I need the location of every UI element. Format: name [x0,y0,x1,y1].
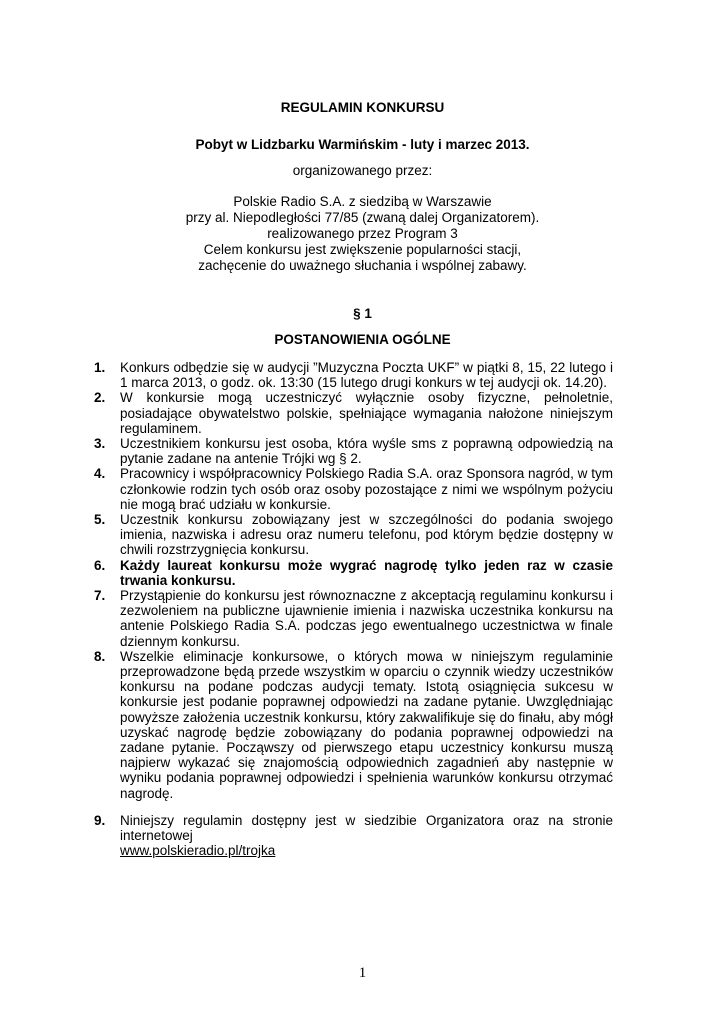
section-title: POSTANOWIENIA OGÓLNE [274,332,451,347]
rule-text: Każdy laureat konkursu może wygrać nagrodę tylko jeden raz w czasie trwania konkursu. [120,557,613,588]
rule-text: Niniejszy regulamin dostępny jest w siedzibie Organizatora oraz na stronie internetowej [120,812,613,844]
rule-item [94,648,613,801]
rule-item [94,512,613,558]
rule-item [94,812,613,859]
rule-number: 2. [94,390,106,406]
rule-text: Uczestnikiem konkursu jest osoba, która wyśle sms z poprawną odpowiedzią na pytanie zadane na antenie Trójki wg § 2. [120,436,613,467]
rule-number: 8. [94,648,106,664]
rule-text: Wszelkie eliminacje konkursowe, o których mowa w niniejszym regulaminie przeprowadzone będą przede wszystkim w oparciu o czynnik wiedzy uczestników konkursu na podane podczas audycji tematy. Istotą osiągnięcia sukcesu w konkursie jest podanie poprawnej odpowiedzi na zadane pytanie. Uwzględniając powyższe założenia uczestnik konkursu, który zakwalifikuje się do finału, aby mógł uzyskać nagrodę będzie zobowiązany do podania poprawnej odpowiedzi na zadane pytanie. Począwszy od pierwszego etapu uczestnicy konkursu muszą najpierw wykazać się znajomością odpowiednich zagadnień aby następnie w wyniku podania poprawnej odpowiedzi i spełnienia warunków konkursu otrzymać nagrodę. [120,648,613,801]
rule-text: W konkursie mogą uczestniczyć wyłącznie osoby fizyczne, pełnoletnie, posiadające obywatelstwo polskie, spełniające wymagania nałożone niniejszym regulaminem. [120,390,613,436]
rule-number: 6. [94,557,106,573]
rule-item [94,466,613,512]
rule-number: 5. [94,512,106,528]
organized-by-label: organizowanego przez: [292,163,433,178]
rule-item [94,436,613,467]
intro-line: zachęcenie do uważnego słuchania i wspólnej zabawy. [198,258,527,273]
rule-number: 1. [94,360,106,375]
document-title: REGULAMIN KONKURSU [280,100,445,115]
section-number: § 1 [353,306,372,321]
rule-text: Konkurs odbędzie się w audycji ”Muzyczna Poczta UKF” w piątki 8, 15, 22 lutego i 1 marca 2013, o godz. ok. 13:30 (15 lutego drugi konkurs w tej audycji ok. 14.20). [120,360,613,391]
rule-number: 9. [94,812,106,828]
rule-number: 7. [94,588,106,604]
rule-item [94,360,613,391]
intro-line: Polskie Radio S.A. z siedzibą w Warszawie [233,194,492,209]
rules-list [0,360,613,859]
intro-line: realizowanego przez Program 3 [267,226,458,241]
intro-line: przy al. Niepodległości 77/85 (zwaną dalej Organizatorem). [185,210,540,225]
rule-text: Przystąpienie do konkursu jest równoznaczne z akceptacją regulaminu konkursu i zezwoleniem na publiczne ujawnienie imienia i nazwiska uczestnika konkursu na antenie Polskiego Radia S.A. podczas jego ewentualnego uczestnictwa w finale dziennym konkursu. [120,588,613,649]
rule-item [94,588,613,649]
rule-text: Pracownicy i współpracownicy Polskiego Radia S.A. oraz Sponsora nagród, w tym członkowie rodzin tych osób oraz osoby pozostające z nimi we wspólnym pożyciu nie mogą brać udziału w konkursie. [120,466,613,512]
rule-item [94,557,613,588]
page-number: 1 [358,965,367,981]
rule-number: 4. [94,466,106,482]
regulations-link[interactable]: www.polskieradio.pl/trojka [120,843,276,859]
intro-line: Celem konkursu jest zwiększenie popularności stacji, [203,242,522,257]
document-subtitle: Pobyt w Lidzbarku Warmińskim - luty i marzec 2013. [195,137,530,152]
rule-text: Uczestnik konkursu zobowiązany jest w szczególności do podania swojego imienia, nazwiska i adresu oraz numeru telefonu, pod którym będzie dostępny w chwili rozstrzygnięcia konkursu. [120,512,613,558]
intro-block [0,194,725,274]
rule-number: 3. [94,436,106,452]
rule-item [94,390,613,436]
